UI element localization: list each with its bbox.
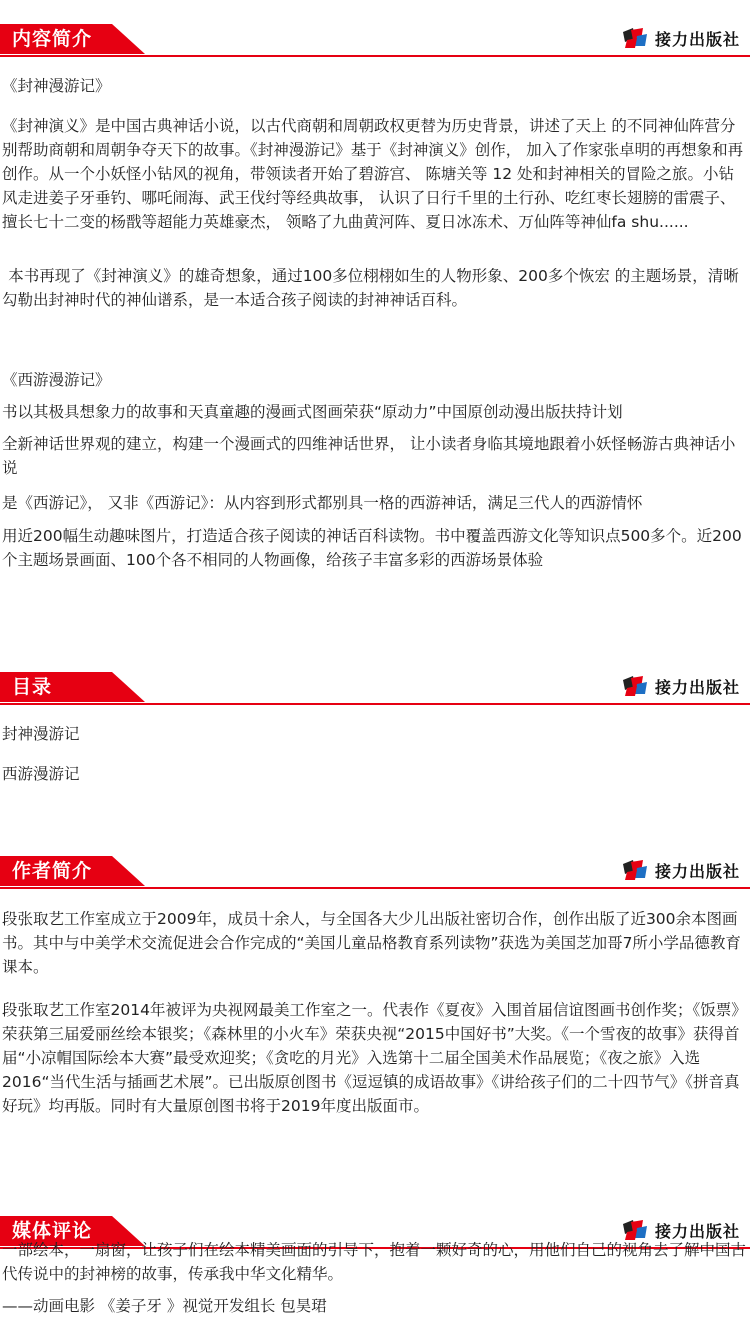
book1-para1: 《封神演义》是中国古典神话小说，以古代商朝和周朝政权更替为历史背景，讲述了天上 的不同神仙阵营分别帮助商朝和周朝争夺天下的故事。《封神漫游记》基于《封神演义》创作， 加入了作家张卓明的再想象和再创作。从一个小妖怪小钻风的视角，带领读者开始了碧游宫、 陈塘关等 12 处和封神相关的冒险之旅。小钻风走进姜子牙垂钓、哪吒闹海、武王伐纣等经典故事， 认识了日行千里的土行孙、吃红枣长翅膀的雷震子、擅长七十二变的杨戬等超能力英雄豪杰， 领略了九曲黄河阵、夏日冰冻术、万仙阵等神仙fa shu...... <box>2 117 744 231</box>
publisher-logo-icon <box>621 674 649 698</box>
book2-title: 《西游漫游记》 <box>2 371 111 389</box>
publisher-logo-icon <box>621 26 649 50</box>
publisher-name: 接力出版社 <box>654 861 740 881</box>
publisher-name: 接力出版社 <box>654 677 740 697</box>
book2-line4: 用近200幅生动趣味图片，打造适合孩子阅读的神话百科读物。书中覆盖西游文化等知识点500多个。近200个主题场景画面、100个各不相同的人物画像，给孩子丰富多彩的西游场景体验 <box>2 527 742 569</box>
media-quote: 一部绘本，一扇窗，让孩子们在绘本精美画面的引导下，抱着一颗好奇的心，用他们自己的视角去了解中国古代传说中的封神榜的故事，传承我中华文化精华。 <box>2 1241 747 1283</box>
toc-header <box>0 668 750 706</box>
section-title: 内容简介 <box>12 28 93 50</box>
book1-para2: 本书再现了《封神演义》的雄奇想象，通过100多位栩栩如生的人物形象、200多个恢宏 的主题场景，清晰勾勒出封神时代的神仙谱系，是一本适合孩子阅读的封神神话百科。 <box>2 267 739 309</box>
section-rule <box>0 703 750 705</box>
author-header <box>0 852 750 890</box>
intro-header <box>0 20 750 58</box>
author-para1: 段张取艺工作室成立于2009年，成员十余人，与全国各大少儿出版社密切合作，创作出版了近300余本图画书。其中与中美学术交流促进会合作完成的“美国儿童品格教育系列读物”获选为美国芝加哥7所小学品德教育课本。 <box>2 910 741 976</box>
publisher-logo <box>621 856 740 884</box>
publisher-logo <box>621 24 740 52</box>
book2-line3: 是《西游记》， 又非《西游记》：从内容到形式都别具一格的西游神话，满足三代人的西游情怀 <box>2 494 643 512</box>
author-para2: 段张取艺工作室2014年被评为央视网最美工作室之一。代表作《夏夜》入围首届信谊图画书创作奖；《饭票》荣获第三届爱丽丝绘本银奖；《森林里的小火车》荣获央视“2015中国好书”大奖。《一个雪夜的故事》获得首届“小凉帽国际绘本大赛”最受欢迎奖；《贪吃的月光》入选第十二届全国美术作品展览；《夜之旅》入选2016“当代生活与插画艺术展”。已出版原创图书《逗逗镇的成语故事》《讲给孩子们的二十四节气》《拼音真好玩》均再版。同时有大量原创图书将于2019年度出版面市。 <box>2 1001 740 1115</box>
section-title: 目录 <box>12 676 53 698</box>
book2-line2: 全新神话世界观的建立，构建一个漫画式的四维神话世界， 让小读者身临其境地跟着小妖怪畅游古典神话小说 <box>2 435 736 477</box>
publisher-name: 接力出版社 <box>654 1221 740 1241</box>
section-rule <box>0 55 750 57</box>
book1-title: 《封神漫游记》 <box>2 77 111 95</box>
book2-line1: 书以其极具想象力的故事和天真童趣的漫画式图画荣获“原动力”中国原创动漫出版扶持计划 <box>2 403 623 421</box>
publisher-logo-icon <box>621 858 649 882</box>
publisher-logo <box>621 672 740 700</box>
media-attribution: ——动画电影 《姜子牙 》视觉开发组长 包昊珺 <box>2 1297 327 1315</box>
section-rule <box>0 887 750 889</box>
toc-item: 西游漫游记 <box>2 765 80 783</box>
publisher-name: 接力出版社 <box>654 29 740 49</box>
section-title: 媒体评论 <box>12 1220 93 1242</box>
section-title: 作者简介 <box>12 860 93 882</box>
toc-item: 封神漫游记 <box>2 725 80 743</box>
